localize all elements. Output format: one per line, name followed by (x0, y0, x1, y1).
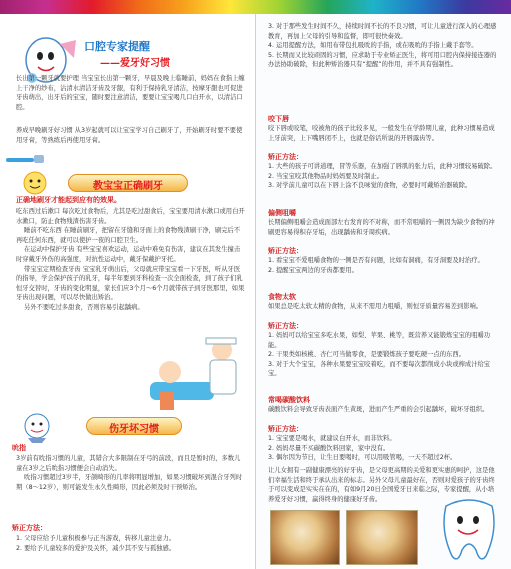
banner-habits (86, 417, 182, 435)
habit-thumb-fix: 1. 父母应给予儿童积极参与正当游戏，转移儿童注意力。 2. 要给予儿童较多的爱护及关怀，减少其不安与孤独感。 (16, 535, 176, 552)
right-panel (256, 14, 511, 569)
banner-brushing-label: 教宝宝正确刷牙 (93, 181, 163, 192)
food-fix-label: 矫正方法： (268, 322, 303, 330)
tooth-character-icon (20, 412, 54, 444)
tooth-photo-2 (346, 510, 418, 565)
tooth-photo-1 (270, 510, 340, 565)
brushing-body: 吃东西过后漱口 每次吃过食物后，尤其是吃过甜食后，宝宝要用清水漱口或用白开水漱口，防止食物残渣伤害牙齿。 睡前不吃东西 在睡前刷牙，把留在牙缝和牙面上的食物残渣刷干净，刷完后不再吃任何东西，就可以使护一夜的口腔卫生。 在运动中保护牙齿 有些宝宝喜欢运动，运动中难免有伤害，建议在其发生撞击时穿戴牙外伤的高强度，对抗性运动中，戴牙保戴护牙托。 带宝宝定期检查牙齿 宝宝乳牙萌出后，父母就应带宝宝看一下牙医，听从牙医的指导，学会保护孩子的乳牙，每半年要到牙科检查一次全面检查，到了孩子们乳恒牙交替时，牙齿的变化明显，家长们应3个月～6个月就带孩子到牙医那里，如果牙齿出现问题，可以尽快做出矫治。 另外不要吃过多甜食，否则容易引起龋病。 (16, 208, 245, 311)
closing-paragraph: 让儿女拥有一副健康漂亮的好牙齿，是父母更高期的关爱和更实惠的呵护，这是他们幸福生活和终于承认出来的标志。另外父母儿童最好在，否则对爱孩子的牙齿终于可以变成是实实在在的，有如9月20日全国爱牙日来临之际，专家提醒，从小培养爱牙好习惯，赢得终身的健康好牙齿。 (268, 467, 495, 503)
habit-thumb-body: 3岁前有吮指习惯的儿童，其错合大多限制在牙弓的前段，而且是暂时的，多数儿童在3岁之后吮指习惯便会自动消失。 吮指习惯超过3岁半，牙颌畸形的几率将明显增加，如果习惯破坏到混合牙列时期（8～12岁），则可能发生永久性畸形，因此必须及时干预矫治。 (16, 455, 243, 491)
lip-body: 咬下唇或咬笔，咬被角的孩子比较多见，一般发生在学龄期儿童，此种习惯易造成上牙前突，上下嘴唇闭不上，也就是俗话所说的开唇露齿等。 (268, 125, 495, 142)
habit-thumb-title: 吮指 (12, 444, 26, 452)
page-subtitle: ——爱牙好习惯 (100, 58, 170, 69)
smiley-icon (22, 170, 48, 196)
food-title: 食物太软 (268, 293, 296, 301)
drink-fix-label: 矫正方法： (268, 425, 303, 433)
left-panel (0, 14, 255, 569)
lip-fix-label: 矫正方法： (268, 153, 303, 161)
toothbrush-icon (6, 152, 46, 166)
drink-body: 碳酸饮料会导致牙齿表面产生黄斑，进而产生严重的会引起龋坏，破坏牙组织。 (268, 406, 489, 413)
doctor-illustration (150, 332, 250, 412)
food-fix: 1. 妈妈可以给宝宝多吃水果，如梨、苹果、桃等，既营养又能锻炼宝宝的咀嚼功能。 2. 干果类如核桃、杏仁可当做零食，是要锻炼孩子要吃硬一点的东西。 3. 对于大个宝宝，各种水果要宝宝咬着吃，而不要每次都削成小块或榨成汁给宝宝。 (268, 332, 491, 378)
chew-body: 长期偏侧咀嚼会造成面部左右发育的不对称，而不常咀嚼的一侧因为缺少食物的冲刷更容易得积存牙垢，出现龋齿和牙周疾病。 (268, 219, 495, 236)
habit-thumb-fix-label: 矫正方法： (12, 524, 47, 532)
rainbow-strip (0, 0, 511, 14)
lip-fix: 1. 大些的孩子可讲道理，冒等乐器，在加强了唇肌的张力后，此种习惯较易破除。 2. 当宝宝咬其他物品时妈妈要及时制止。 3. 对学前儿童可以在下唇上涂不良味觉的食物，必要时可戴矫治器破除。 (268, 163, 497, 190)
drink-title: 常喝碳酸饮料 (268, 396, 310, 404)
chew-title: 偏侧咀嚼 (268, 209, 296, 217)
chew-fix-label: 矫正方法： (268, 247, 303, 255)
chew-fix: 1. 看宝宝不爱咀嚼食物的一侧是否有问题，比如有洞痛，有牙洞要及时治疗。 2. 提醒宝宝两边的牙齿都要用。 (268, 257, 484, 274)
banner-habits-label: 伤牙坏习惯 (109, 424, 159, 435)
lip-title: 咬下唇 (268, 115, 289, 123)
drink-fix: 1. 宝宝要是喝水，就建议白开水，而非饮料。 2. 妈妈尽量不买碳酸饮料回家，家中没有。 3. 偶尔因为节日，让生日要喝时，可以用吸管喝，一天不超过2杯。 (268, 435, 457, 462)
banner-brushing (68, 174, 188, 192)
page-title: 口腔专家提醒 (84, 40, 150, 53)
intro-paragraph-1: 长出第一颗牙就要护理 当宝宝长出第一颗牙，早晨及晚上临睡前，妈妈在食指上缠上干净的纱布，沾清水清洁牙齿及牙龈，有利于保持乳牙清洁，按摩牙龈也可促进牙齿萌出，出牙后的宝宝，随时要注意清洁，要要让宝宝喝几口白开水，以清洁口腔。 (16, 75, 245, 111)
right-intro: 3. 对于那些发生时间不久，持续时间不长的不良习惯，可让儿童进行深入的心理感教育，再加上父母的引导和监督，即可很快奏效。 4. 运用提醒方法，如用布带包扎吸吮的手指，或在吸吮的手指上戴手套等。 5. 长期而又比较顽固的习惯，应求助于专业矫正医生，将可用口腔内保持接连器的办法协助破除，但此种矫治器只有“提醒”的作用，并不具有强制性。 (268, 23, 497, 69)
brushing-heading: 正确地刷牙才能起到应有的效果。 (16, 196, 121, 204)
intro-paragraph-2: 养成早晚刷牙好习惯 从3岁起就可以让宝宝学习自己刷牙了，开始刷牙时要不要使用牙膏，等熟练后再使用牙膏。 (16, 127, 243, 144)
tooth-character-icon (436, 494, 502, 566)
food-body: 如果总是吃太软太精的食物，从来不需用力咀嚼，则恒牙质量容易差到影响。 (268, 303, 483, 310)
